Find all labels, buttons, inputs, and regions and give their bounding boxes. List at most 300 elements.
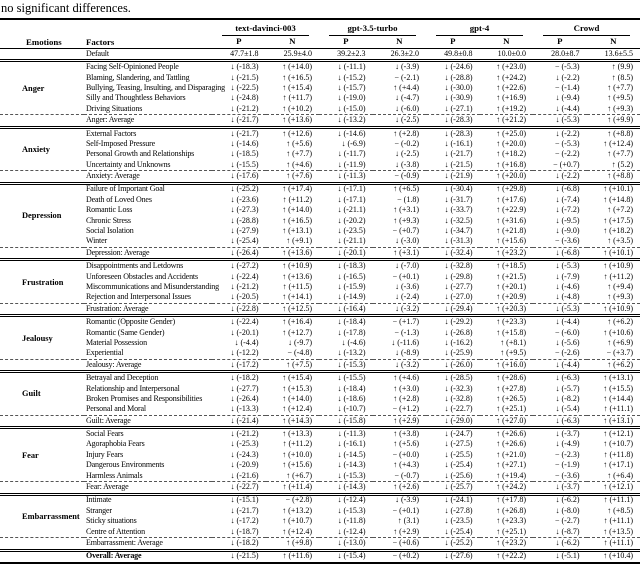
value-cell: ↓ (-6.0)	[373, 104, 427, 115]
table-row	[0, 216, 640, 226]
value-cell: ↓ (-32.5)	[426, 216, 480, 226]
value-cell: ↓ (-5.3)	[533, 303, 587, 315]
table-row	[0, 83, 640, 93]
factor-cell: Anger: Average	[84, 115, 212, 127]
value-cell: ↑ (+15.4)	[266, 83, 320, 93]
value-cell: ↓ (-15.5)	[212, 160, 266, 171]
value-cell: ↑ (+3.5)	[587, 237, 640, 248]
table-row	[0, 440, 640, 450]
value-cell: ↓ (-15.1)	[212, 494, 266, 506]
table-row	[0, 471, 640, 482]
value-cell: ↑ (+8.8)	[587, 127, 640, 139]
value-cell: − (-5.3)	[533, 139, 587, 149]
value-cell: ↑ (8.5)	[587, 73, 640, 83]
factor-cell: Personal and Moral	[84, 405, 212, 416]
value-cell: ↓ (-29.8)	[426, 272, 480, 282]
factor-cell: Betrayal and Deception	[84, 372, 212, 384]
subcolumn-header-n: N	[480, 36, 534, 49]
value-cell: ↑ (+18.2)	[480, 150, 534, 160]
factor-cell: Harmless Animals	[84, 471, 212, 482]
value-cell: ↓ (-12.4)	[319, 494, 373, 506]
value-cell: ↓ (-31.3)	[426, 237, 480, 248]
value-cell: ↑ (3.1)	[373, 516, 427, 526]
value-cell: ↑ (+16.5)	[266, 216, 320, 226]
table-row	[0, 171, 640, 183]
factor-cell: Intimate	[84, 494, 212, 506]
value-cell: ↓ (-7.4)	[533, 195, 587, 205]
value-cell: ↓ (-27.7)	[212, 384, 266, 394]
value-cell: − (+0.2)	[373, 550, 427, 563]
value-cell: − (-2.6)	[533, 349, 587, 360]
value-cell: ↑ (+11.1)	[587, 516, 640, 526]
value-cell: ↑ (+11.1)	[587, 405, 640, 416]
value-cell: ↑ (+21.8)	[480, 226, 534, 236]
value-cell: − (-0.9)	[373, 171, 427, 183]
value-cell: ↑ (+12.4)	[266, 527, 320, 538]
value-cell: ↑ (+14.8)	[587, 195, 640, 205]
value-cell: ↓ (-26.8)	[426, 328, 480, 338]
value-cell: ↓ (-15.5)	[319, 372, 373, 384]
value-cell: ↓ (-25.6)	[426, 471, 480, 482]
value-cell: ↑ (+4.6)	[373, 372, 427, 384]
value-cell: ↓ (-6.3)	[533, 415, 587, 427]
value-cell: ↑ (+9.8)	[266, 538, 320, 550]
value-cell: ↓ (-15.9)	[319, 282, 373, 292]
value-cell: ↓ (-15.4)	[319, 550, 373, 563]
value-cell: ↑ (+18.5)	[480, 260, 534, 272]
emotion-cell-empty	[0, 482, 84, 494]
value-cell: ↑ (+2.8)	[373, 394, 427, 404]
factor-cell: Material Possession	[84, 338, 212, 348]
table-row	[0, 115, 640, 127]
value-cell: ↑ (+17.5)	[587, 216, 640, 226]
value-cell: ↑ (+11.5)	[266, 282, 320, 292]
subcolumn-header-p: P	[212, 36, 266, 49]
value-cell: ↑ (+14.1)	[266, 293, 320, 304]
emotion-cell-empty	[0, 171, 84, 183]
value-cell: ↓ (-11.9)	[319, 160, 373, 171]
value-cell: ↓ (-4.6)	[319, 338, 373, 348]
value-cell: ↓ (-20.5)	[212, 293, 266, 304]
value-cell: ↓ (-19.0)	[319, 94, 373, 104]
table-row	[0, 104, 640, 115]
factor-cell: Chronic Stress	[84, 216, 212, 226]
value-cell: ↑ (+26.8)	[480, 506, 534, 516]
value-cell: ↓ (-34.7)	[426, 226, 480, 236]
value-cell: ↑ (+16.8)	[480, 160, 534, 171]
value-cell: ↓ (-21.4)	[212, 415, 266, 427]
table-row	[0, 195, 640, 205]
value-cell: ↓ (-28.3)	[426, 115, 480, 127]
value-cell: ↑ (+6.5)	[373, 183, 427, 195]
value-cell: ↓ (-17.2)	[212, 359, 266, 371]
value-cell: ↑ (+19.2)	[480, 104, 534, 115]
value-cell: ↓ (-17.2)	[212, 516, 266, 526]
value-cell: ↓ (-27.8)	[426, 506, 480, 516]
value-cell: ↓ (-9.5)	[533, 216, 587, 226]
value-cell: ↑ (+6.2)	[587, 359, 640, 371]
value-cell: ↓ (-21.7)	[212, 127, 266, 139]
table-row	[0, 150, 640, 160]
value-cell: ↑ (+13.5)	[587, 527, 640, 538]
value-cell: ↓ (-18.2)	[212, 538, 266, 550]
value-cell: ↑ (+23.2)	[480, 538, 534, 550]
emotion-label: Guilt	[0, 372, 84, 416]
value-cell: − (-2.7)	[533, 516, 587, 526]
value-cell: − (-4.8)	[266, 349, 320, 360]
table-row	[0, 450, 640, 460]
intro-text: no significant differences.	[1, 0, 640, 15]
value-cell: ↓ (-22.7)	[426, 405, 480, 416]
table-row	[0, 316, 640, 328]
table-row	[0, 303, 640, 315]
factor-cell: Embarrassment: Average	[84, 538, 212, 550]
value-cell: ↓ (-8.7)	[533, 527, 587, 538]
value-cell: ↑ (+20.0)	[480, 139, 534, 149]
value-cell: ↓ (-2.2)	[533, 171, 587, 183]
value-cell: ↓ (-3.0)	[373, 237, 427, 248]
value-cell: ↑ (5.2)	[587, 160, 640, 171]
value-cell: ↑ (+13.1)	[266, 226, 320, 236]
value-cell: ↓ (-27.9)	[212, 226, 266, 236]
value-cell: ↓ (-24.8)	[212, 94, 266, 104]
value-cell: ↑ (+10.0)	[266, 450, 320, 460]
value-cell: ↓ (-18.6)	[319, 394, 373, 404]
value-cell: ↓ (-31.7)	[426, 195, 480, 205]
value-cell: ↓ (-26.0)	[426, 359, 480, 371]
factor-cell: Relationship and Interpersonal	[84, 384, 212, 394]
value-cell: ↑ (+23.3)	[480, 316, 534, 328]
value-cell: ↓ (-28.5)	[426, 372, 480, 384]
value-cell: ↑ (+7.7)	[587, 83, 640, 93]
value-cell: ↓ (-4.4)	[212, 338, 266, 348]
emotions-column-header: Emotions	[0, 19, 84, 49]
value-cell: ↓ (-28.8)	[426, 73, 480, 83]
value-cell: ↑ (+7.2)	[587, 205, 640, 215]
value-cell: ↑ (+18.2)	[587, 226, 640, 236]
value-cell: ↓ (-13.0)	[319, 538, 373, 550]
value-cell: ↑ (+23.3)	[480, 516, 534, 526]
value-cell: − (-1.4)	[533, 83, 587, 93]
value-cell: 28.0±8.7	[533, 49, 587, 61]
factor-cell: Depression: Average	[84, 248, 212, 260]
factor-cell: Failure of Important Goal	[84, 183, 212, 195]
value-cell: ↑ (+10.6)	[587, 328, 640, 338]
value-cell: ↓ (-27.3)	[212, 205, 266, 215]
value-cell: ↓ (-12.2)	[212, 349, 266, 360]
factor-cell: Driving Situations	[84, 104, 212, 115]
value-cell: ↓ (-4.8)	[533, 293, 587, 304]
value-cell: ↓ (-5.3)	[533, 260, 587, 272]
value-cell: ↑ (+22.2)	[480, 550, 534, 563]
value-cell: ↓ (-8.9)	[373, 349, 427, 360]
value-cell: ↓ (-4.4)	[533, 316, 587, 328]
value-cell: ↑ (+2.9)	[373, 527, 427, 538]
value-cell: ↓ (-27.2)	[212, 260, 266, 272]
value-cell: ↑ (+13.1)	[587, 415, 640, 427]
value-cell: ↑ (+7.6)	[266, 171, 320, 183]
value-cell: ↓ (-24.3)	[212, 450, 266, 460]
emotion-factors-results-table	[0, 18, 640, 564]
value-cell: − (+1.2)	[373, 405, 427, 416]
value-cell: ↓ (-24.1)	[426, 494, 480, 506]
value-cell: ↓ (-16.2)	[426, 338, 480, 348]
table-row	[0, 516, 640, 526]
factor-cell: Social Isolation	[84, 226, 212, 236]
value-cell: ↑ (+21.0)	[480, 450, 534, 460]
value-cell: ↑ (+3.1)	[373, 248, 427, 260]
value-cell: ↓ (-11.7)	[319, 150, 373, 160]
value-cell: 39.2±2.3	[319, 49, 373, 61]
table-row	[0, 527, 640, 538]
factor-cell: Facing Self-Opinioned People	[84, 61, 212, 73]
subcolumn-header-n: N	[266, 36, 320, 49]
value-cell: − (+0.0)	[373, 450, 427, 460]
value-cell: 13.6±5.5	[587, 49, 640, 61]
value-cell: ↑ (+13.6)	[266, 115, 320, 127]
factor-cell: External Factors	[84, 127, 212, 139]
value-cell: ↑ (+11.2)	[266, 440, 320, 450]
value-cell: ↓ (-25.4)	[212, 237, 266, 248]
value-cell: ↓ (-17.1)	[319, 183, 373, 195]
value-cell: ↑ (+2.9)	[373, 415, 427, 427]
emotion-label: Embarrassment	[0, 494, 84, 538]
model-column-header: Crowd	[533, 19, 640, 36]
value-cell: ↓ (-14.6)	[319, 127, 373, 139]
table-row	[0, 248, 640, 260]
value-cell: ↑ (+10.1)	[587, 183, 640, 195]
value-cell: ↑ (+10.7)	[266, 516, 320, 526]
value-cell: ↓ (-30.9)	[426, 94, 480, 104]
table-row	[0, 494, 640, 506]
value-cell: ↓ (-15.8)	[319, 415, 373, 427]
table-row	[0, 359, 640, 371]
value-cell: ↑ (+4.6)	[266, 160, 320, 171]
value-cell: ↓ (-29.4)	[426, 303, 480, 315]
table-row	[0, 127, 640, 139]
value-cell: ↓ (-7.2)	[533, 205, 587, 215]
value-cell: ↑ (+26.5)	[480, 394, 534, 404]
value-cell: ↓ (-24.6)	[426, 61, 480, 73]
emotion-cell-empty	[0, 115, 84, 127]
table-row	[0, 384, 640, 394]
value-cell: ↑ (+26.6)	[480, 428, 534, 440]
value-cell: ↑ (+13.1)	[587, 372, 640, 384]
value-cell: ↓ (-2.2)	[533, 127, 587, 139]
value-cell: ↓ (-32.8)	[426, 394, 480, 404]
value-cell: ↓ (-20.9)	[212, 460, 266, 470]
factor-cell: Overall: Average	[84, 550, 212, 563]
table-row	[0, 482, 640, 494]
factor-cell: Blaming, Slandering, and Tattling	[84, 73, 212, 83]
value-cell: ↑ (+19.4)	[480, 471, 534, 482]
value-cell: ↓ (-15.3)	[319, 359, 373, 371]
value-cell: ↓ (-28.3)	[426, 127, 480, 139]
value-cell: ↓ (-25.4)	[426, 460, 480, 470]
value-cell: − (+2.8)	[266, 494, 320, 506]
factor-cell: Rejection and Interpersonal Issues	[84, 293, 212, 304]
value-cell: ↓ (-21.6)	[212, 471, 266, 482]
value-cell: ↑ (+17.8)	[480, 494, 534, 506]
factor-cell: Romantic Loss	[84, 205, 212, 215]
factor-cell: Experiential	[84, 349, 212, 360]
value-cell: ↓ (-29.2)	[426, 316, 480, 328]
value-cell: − (+3.7)	[587, 349, 640, 360]
value-cell: ↓ (-4.6)	[533, 282, 587, 292]
table-row	[0, 139, 640, 149]
value-cell: ↑ (+13.3)	[266, 428, 320, 440]
value-cell: ↓ (-21.2)	[212, 282, 266, 292]
value-cell: ↓ (-5.1)	[533, 550, 587, 563]
emotion-cell-empty	[0, 538, 84, 550]
table-row	[0, 428, 640, 440]
value-cell: ↑ (+15.5)	[587, 384, 640, 394]
value-cell: ↑ (+27.1)	[480, 460, 534, 470]
subcolumn-header-n: N	[587, 36, 640, 49]
emotion-cell-empty	[0, 359, 84, 371]
value-cell: ↓ (-22.4)	[212, 272, 266, 282]
value-cell: ↑ (+14.0)	[266, 205, 320, 215]
table-row	[0, 349, 640, 360]
emotion-cell-empty	[0, 49, 84, 61]
value-cell: ↓ (-11.6)	[373, 338, 427, 348]
value-cell: ↑ (+13.2)	[266, 506, 320, 516]
value-cell: ↓ (-25.2)	[426, 538, 480, 550]
factor-cell: Injury Fears	[84, 450, 212, 460]
value-cell: ↓ (-3.8)	[373, 160, 427, 171]
value-cell: ↓ (-15.2)	[319, 73, 373, 83]
factor-cell: Sticky situations	[84, 516, 212, 526]
factor-cell: Winter	[84, 237, 212, 248]
value-cell: ↑ (+6.2)	[587, 316, 640, 328]
value-cell: ↑ (+25.0)	[480, 127, 534, 139]
emotion-cell-empty	[0, 303, 84, 315]
value-cell: ↑ (+25.1)	[480, 527, 534, 538]
value-cell: ↓ (-25.2)	[212, 183, 266, 195]
emotion-cell-empty	[0, 550, 84, 563]
value-cell: ↑ (+14.3)	[266, 415, 320, 427]
factor-cell: Broken Promises and Responsibilities	[84, 394, 212, 404]
value-cell: ↑ (+15.3)	[266, 384, 320, 394]
table-row	[0, 293, 640, 304]
value-cell: ↑ (9.9)	[587, 61, 640, 73]
factor-cell: Self-Imposed Pressure	[84, 139, 212, 149]
value-cell: ↑ (+3.8)	[373, 428, 427, 440]
emotion-label: Anxiety	[0, 127, 84, 171]
value-cell: ↓ (-21.7)	[212, 115, 266, 127]
value-cell: − (-2.1)	[373, 73, 427, 83]
value-cell: ↑ (+20.3)	[480, 303, 534, 315]
value-cell: ↓ (-11.8)	[319, 516, 373, 526]
value-cell: ↓ (-2.2)	[533, 73, 587, 83]
value-cell: ↓ (-21.2)	[212, 428, 266, 440]
factor-cell: Romantic (Opposite Gender)	[84, 316, 212, 328]
value-cell: ↓ (-21.7)	[426, 150, 480, 160]
value-cell: ↓ (-21.7)	[212, 506, 266, 516]
value-cell: ↓ (-17.8)	[319, 328, 373, 338]
value-cell: ↓ (-21.1)	[319, 237, 373, 248]
value-cell: ↑ (+14.4)	[587, 394, 640, 404]
value-cell: ↑ (+15.4)	[266, 372, 320, 384]
value-cell: ↓ (-25.5)	[426, 450, 480, 460]
value-cell: ↓ (-11.3)	[319, 171, 373, 183]
value-cell: ↓ (-2.5)	[373, 115, 427, 127]
value-cell: ↑ (+31.6)	[480, 216, 534, 226]
value-cell: ↓ (-24.7)	[426, 428, 480, 440]
value-cell: ↓ (-27.6)	[426, 550, 480, 563]
value-cell: − (+0.6)	[373, 538, 427, 550]
value-cell: ↑ (+28.6)	[480, 372, 534, 384]
value-cell: ↓ (-15.7)	[319, 83, 373, 93]
subcolumn-header-n: N	[373, 36, 427, 49]
value-cell: ↑ (+9.3)	[587, 293, 640, 304]
value-cell: ↓ (-18.3)	[319, 260, 373, 272]
value-cell: ↓ (-26.4)	[212, 394, 266, 404]
factor-cell: Dangerous Environments	[84, 460, 212, 470]
value-cell: ↓ (-27.7)	[426, 282, 480, 292]
value-cell: ↑ (+10.9)	[266, 260, 320, 272]
value-cell: − (+0.1)	[373, 272, 427, 282]
value-cell: ↑ (+11.1)	[587, 538, 640, 550]
factor-cell: Centre of Attention	[84, 527, 212, 538]
value-cell: ↑ (+10.1)	[587, 248, 640, 260]
value-cell: ↑ (+6.7)	[266, 471, 320, 482]
value-cell: ↓ (-6.2)	[533, 494, 587, 506]
value-cell: ↑ (+13.6)	[266, 248, 320, 260]
table-row	[0, 460, 640, 470]
value-cell: − (-0.2)	[373, 139, 427, 149]
table-row	[0, 538, 640, 550]
value-cell: ↑ (+7.7)	[266, 150, 320, 160]
value-cell: ↓ (-22.5)	[212, 83, 266, 93]
value-cell: ↓ (-22.4)	[212, 316, 266, 328]
value-cell: ↑ (+16.0)	[480, 359, 534, 371]
table-row	[0, 272, 640, 282]
value-cell: ↓ (-9.0)	[533, 226, 587, 236]
value-cell: − (-5.3)	[533, 61, 587, 73]
value-cell: ↓ (-5.6)	[533, 338, 587, 348]
value-cell: ↓ (-7.0)	[373, 260, 427, 272]
value-cell: ↓ (-16.1)	[426, 139, 480, 149]
value-cell: 26.3±2.0	[373, 49, 427, 61]
value-cell: ↓ (-4.7)	[373, 94, 427, 104]
value-cell: ↓ (-21.2)	[212, 104, 266, 115]
factor-cell: Uncertainty and Unknowns	[84, 160, 212, 171]
value-cell: ↑ (+12.1)	[587, 482, 640, 494]
factor-cell: Unforeseen Obstacles and Accidents	[84, 272, 212, 282]
value-cell: ↓ (-18.4)	[319, 316, 373, 328]
value-cell: ↑ (+3.0)	[373, 384, 427, 394]
value-cell: ↓ (-13.3)	[212, 405, 266, 416]
value-cell: ↓ (-23.5)	[426, 516, 480, 526]
value-cell: ↓ (-6.8)	[533, 183, 587, 195]
table-row	[0, 183, 640, 195]
value-cell: ↓ (-4.4)	[533, 359, 587, 371]
value-cell: − (+0.1)	[373, 506, 427, 516]
value-cell: ↓ (-27.1)	[426, 104, 480, 115]
value-cell: ↓ (-15.3)	[319, 506, 373, 516]
table-row	[0, 205, 640, 215]
value-cell: ↓ (-10.7)	[319, 405, 373, 416]
value-cell: ↓ (-13.2)	[319, 349, 373, 360]
value-cell: ↓ (-6.2)	[533, 538, 587, 550]
value-cell: ↑ (+8.8)	[587, 171, 640, 183]
value-cell: ↓ (-2.5)	[373, 150, 427, 160]
value-cell: ↑ (+4.4)	[373, 83, 427, 93]
table-row	[0, 338, 640, 348]
table-row	[0, 49, 640, 61]
value-cell: ↓ (-11.3)	[319, 428, 373, 440]
